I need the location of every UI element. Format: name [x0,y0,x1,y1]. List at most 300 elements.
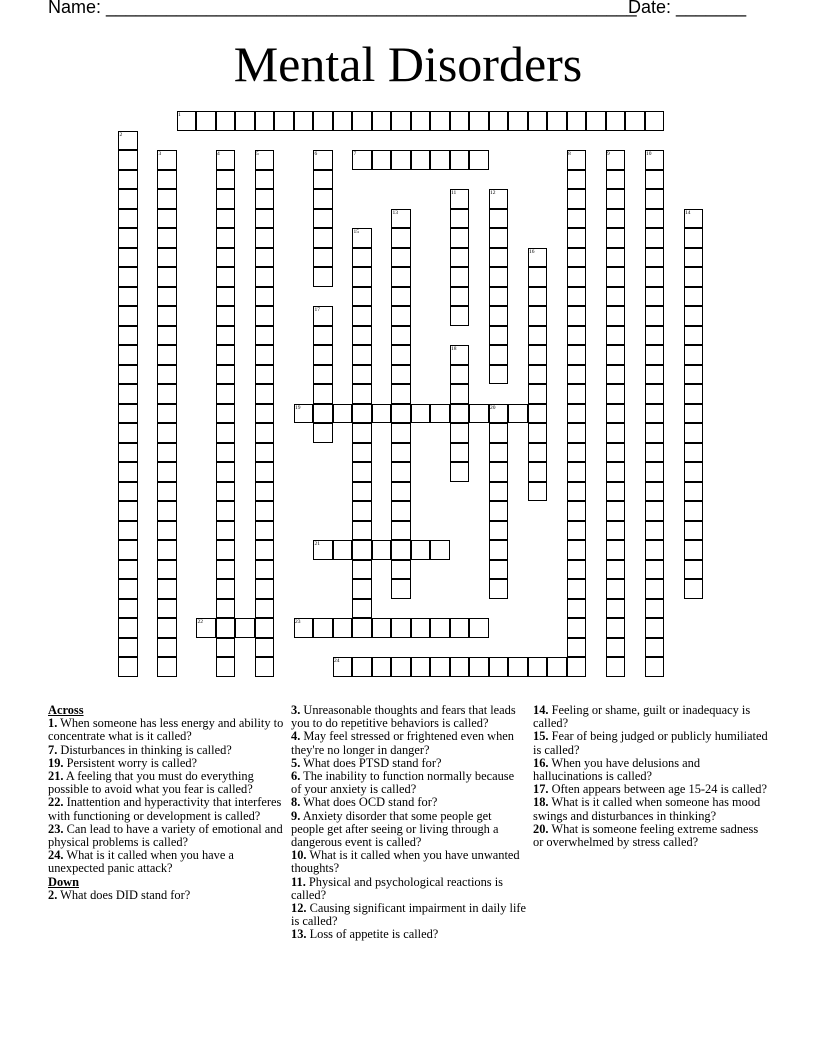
crossword-cell[interactable] [489,423,509,443]
crossword-cell[interactable] [255,345,275,365]
crossword-cell[interactable] [157,228,177,248]
crossword-cell[interactable] [118,404,138,424]
crossword-cell[interactable] [684,404,704,424]
crossword-cell[interactable] [684,267,704,287]
crossword-cell[interactable] [508,404,528,424]
crossword-cell[interactable] [645,423,665,443]
crossword-cell[interactable] [235,618,255,638]
crossword-cell[interactable] [645,170,665,190]
crossword-cell[interactable] [528,287,548,307]
crossword-cell[interactable] [255,404,275,424]
crossword-cell[interactable] [450,404,470,424]
crossword-cell[interactable] [508,657,528,677]
crossword-cell[interactable] [684,540,704,560]
crossword-cell[interactable] [684,579,704,599]
crossword-cell[interactable] [684,228,704,248]
crossword-cell[interactable] [255,618,275,638]
crossword-cell[interactable] [489,579,509,599]
crossword-cell[interactable] [645,657,665,677]
crossword-cell[interactable] [372,540,392,560]
crossword-cell[interactable] [645,638,665,658]
crossword-cell[interactable] [567,462,587,482]
crossword-cell[interactable] [450,657,470,677]
crossword-cell[interactable] [684,501,704,521]
crossword-cell[interactable] [684,443,704,463]
crossword-cell[interactable] [118,326,138,346]
crossword-cell[interactable] [313,365,333,385]
crossword-cell[interactable] [391,501,411,521]
crossword-cell[interactable] [118,209,138,229]
crossword-cell[interactable] [235,111,255,131]
crossword-cell[interactable] [684,482,704,502]
crossword-cell[interactable] [352,287,372,307]
crossword-cell[interactable] [255,560,275,580]
crossword-cell[interactable] [606,579,626,599]
crossword-cell[interactable] [528,345,548,365]
crossword-cell[interactable] [157,638,177,658]
crossword-cell[interactable] [255,501,275,521]
crossword-cell[interactable] [157,384,177,404]
crossword-cell[interactable] [489,267,509,287]
crossword-cell[interactable] [606,443,626,463]
crossword-cell[interactable] [567,111,587,131]
crossword-cell[interactable] [118,579,138,599]
crossword-cell[interactable] [567,521,587,541]
crossword-cell[interactable] [567,287,587,307]
crossword-cell[interactable] [118,170,138,190]
crossword-cell[interactable] [645,404,665,424]
crossword-cell[interactable] [333,404,353,424]
crossword-cell[interactable] [645,501,665,521]
crossword-cell[interactable] [118,618,138,638]
crossword-cell[interactable] [606,404,626,424]
crossword-cell[interactable] [528,326,548,346]
crossword-cell[interactable] [157,189,177,209]
crossword-cell[interactable] [391,228,411,248]
crossword-cell[interactable] [528,306,548,326]
crossword-cell[interactable] [567,501,587,521]
crossword-cell[interactable] [157,170,177,190]
crossword-cell[interactable] [255,579,275,599]
crossword-cell[interactable] [567,248,587,268]
crossword-cell[interactable] [255,443,275,463]
crossword-cell[interactable] [430,540,450,560]
crossword-cell[interactable] [391,540,411,560]
crossword-cell[interactable] [391,462,411,482]
crossword-cell[interactable] [430,618,450,638]
crossword-cell[interactable] [606,365,626,385]
crossword-cell[interactable] [255,638,275,658]
crossword-cell[interactable] [411,404,431,424]
crossword-cell[interactable] [118,462,138,482]
crossword-cell[interactable] [157,423,177,443]
crossword-cell[interactable] [567,404,587,424]
crossword-cell[interactable] [118,423,138,443]
crossword-cell[interactable] [372,111,392,131]
crossword-cell[interactable] [352,404,372,424]
crossword-cell[interactable] [157,482,177,502]
crossword-cell[interactable] [255,170,275,190]
crossword-cell[interactable] [567,579,587,599]
crossword-cell[interactable] [567,306,587,326]
crossword-cell[interactable] [489,657,509,677]
crossword-cell[interactable] [684,384,704,404]
crossword-cell[interactable] [391,248,411,268]
crossword-cell[interactable] [606,326,626,346]
crossword-cell[interactable] [547,657,567,677]
crossword-cell[interactable] [118,365,138,385]
crossword-cell[interactable] [606,521,626,541]
crossword-cell[interactable] [391,111,411,131]
crossword-cell[interactable] [157,287,177,307]
crossword-cell[interactable] [352,462,372,482]
crossword-cell[interactable] [528,365,548,385]
crossword-cell[interactable] [255,267,275,287]
crossword-cell[interactable] [606,248,626,268]
crossword-cell[interactable] [645,618,665,638]
crossword-cell[interactable] [391,345,411,365]
crossword-cell[interactable] [567,540,587,560]
crossword-cell[interactable] [489,365,509,385]
crossword-cell[interactable] [645,345,665,365]
crossword-cell[interactable] [489,482,509,502]
crossword-cell[interactable] [450,443,470,463]
crossword-cell[interactable] [528,443,548,463]
crossword-cell[interactable] [352,345,372,365]
crossword-cell[interactable] [391,482,411,502]
crossword-cell[interactable] [255,248,275,268]
crossword-cell[interactable] [391,306,411,326]
crossword-cell[interactable] [216,462,236,482]
crossword-cell[interactable] [216,189,236,209]
crossword-cell[interactable] [450,248,470,268]
crossword-cell[interactable] [489,443,509,463]
crossword-cell[interactable] [216,345,236,365]
crossword-cell[interactable] [118,560,138,580]
crossword-cell[interactable] [489,501,509,521]
crossword-cell[interactable] [645,189,665,209]
crossword-cell[interactable] [157,443,177,463]
crossword-cell[interactable] [567,326,587,346]
crossword-cell[interactable] [216,579,236,599]
crossword-cell[interactable] [450,306,470,326]
crossword-cell[interactable] [528,384,548,404]
crossword-cell[interactable] [255,111,275,131]
crossword-cell[interactable] [606,423,626,443]
crossword-cell[interactable] [352,579,372,599]
crossword-cell[interactable] [606,170,626,190]
crossword-cell[interactable] [567,618,587,638]
crossword-cell[interactable] [489,521,509,541]
crossword-cell[interactable] [313,404,333,424]
crossword-cell[interactable] [567,638,587,658]
crossword-cell[interactable] [216,287,236,307]
crossword-cell[interactable] [333,111,353,131]
crossword-cell[interactable] [216,404,236,424]
crossword-cell[interactable] [489,462,509,482]
crossword-cell[interactable] [489,287,509,307]
crossword-cell[interactable] [118,189,138,209]
crossword-cell[interactable] [313,326,333,346]
crossword-cell[interactable] [372,618,392,638]
crossword-cell[interactable] [352,521,372,541]
crossword-cell[interactable] [450,267,470,287]
crossword-cell[interactable] [255,599,275,619]
crossword-cell[interactable] [216,657,236,677]
crossword-cell[interactable] [606,482,626,502]
crossword-cell[interactable] [606,228,626,248]
crossword-cell[interactable] [313,345,333,365]
crossword-cell[interactable] [567,267,587,287]
crossword-cell[interactable] [352,501,372,521]
crossword-cell[interactable] [684,462,704,482]
crossword-cell[interactable] [352,306,372,326]
crossword-cell[interactable] [567,228,587,248]
crossword-cell[interactable] [391,287,411,307]
crossword-cell[interactable] [606,501,626,521]
crossword-cell[interactable] [684,560,704,580]
crossword-cell[interactable] [118,638,138,658]
crossword-cell[interactable] [157,540,177,560]
crossword-cell[interactable] [216,501,236,521]
crossword-cell[interactable] [606,111,626,131]
crossword-cell[interactable] [528,111,548,131]
crossword-cell[interactable] [645,287,665,307]
crossword-cell[interactable] [255,482,275,502]
crossword-cell[interactable] [645,579,665,599]
crossword-cell[interactable] [450,423,470,443]
crossword-cell[interactable] [255,287,275,307]
crossword-cell[interactable] [450,462,470,482]
crossword-cell[interactable] [489,326,509,346]
crossword-cell[interactable] [157,306,177,326]
crossword-cell[interactable] [294,111,314,131]
crossword-cell[interactable] [528,404,548,424]
crossword-cell[interactable] [684,423,704,443]
crossword-cell[interactable] [567,560,587,580]
crossword-cell[interactable] [430,150,450,170]
crossword-cell[interactable] [606,267,626,287]
crossword-cell[interactable] [469,657,489,677]
crossword-cell[interactable] [196,111,216,131]
crossword-cell[interactable] [606,287,626,307]
crossword-cell[interactable] [391,267,411,287]
crossword-cell[interactable] [352,365,372,385]
crossword-cell[interactable] [118,228,138,248]
crossword-cell[interactable] [606,384,626,404]
crossword-cell[interactable] [352,618,372,638]
crossword-cell[interactable] [313,267,333,287]
crossword-cell[interactable] [216,248,236,268]
crossword-cell[interactable] [489,228,509,248]
crossword-cell[interactable] [255,228,275,248]
crossword-cell[interactable] [450,365,470,385]
crossword-cell[interactable] [606,462,626,482]
crossword-cell[interactable] [528,462,548,482]
crossword-cell[interactable] [118,482,138,502]
crossword-cell[interactable] [606,618,626,638]
crossword-cell[interactable] [352,482,372,502]
crossword-cell[interactable] [118,521,138,541]
crossword-cell[interactable] [352,443,372,463]
crossword-cell[interactable] [606,540,626,560]
crossword-cell[interactable] [372,657,392,677]
crossword-cell[interactable] [684,326,704,346]
crossword-cell[interactable] [684,345,704,365]
crossword-cell[interactable] [567,189,587,209]
crossword-cell[interactable] [216,638,236,658]
crossword-cell[interactable] [157,209,177,229]
crossword-cell[interactable] [216,267,236,287]
crossword-cell[interactable] [255,189,275,209]
crossword-cell[interactable] [391,560,411,580]
crossword-cell[interactable] [118,599,138,619]
crossword-cell[interactable] [411,111,431,131]
crossword-cell[interactable] [645,365,665,385]
crossword-cell[interactable] [391,618,411,638]
crossword-cell[interactable] [489,345,509,365]
crossword-cell[interactable] [684,248,704,268]
crossword-cell[interactable] [684,521,704,541]
crossword-cell[interactable] [157,657,177,677]
crossword-cell[interactable] [216,306,236,326]
crossword-cell[interactable] [118,306,138,326]
crossword-cell[interactable] [352,423,372,443]
crossword-cell[interactable] [606,306,626,326]
crossword-cell[interactable] [489,306,509,326]
crossword-cell[interactable] [645,540,665,560]
crossword-cell[interactable] [586,111,606,131]
crossword-cell[interactable] [645,248,665,268]
crossword-cell[interactable] [255,657,275,677]
crossword-cell[interactable] [430,404,450,424]
crossword-cell[interactable] [684,287,704,307]
crossword-cell[interactable] [255,326,275,346]
crossword-cell[interactable] [411,618,431,638]
crossword-cell[interactable] [274,111,294,131]
crossword-cell[interactable] [430,657,450,677]
crossword-cell[interactable] [391,404,411,424]
crossword-cell[interactable] [391,521,411,541]
crossword-cell[interactable] [606,189,626,209]
crossword-cell[interactable] [450,618,470,638]
crossword-cell[interactable] [606,657,626,677]
crossword-cell[interactable] [645,326,665,346]
crossword-cell[interactable] [567,345,587,365]
crossword-cell[interactable] [391,326,411,346]
crossword-cell[interactable] [391,423,411,443]
crossword-cell[interactable] [450,384,470,404]
crossword-cell[interactable] [118,287,138,307]
crossword-cell[interactable] [567,170,587,190]
crossword-cell[interactable] [255,306,275,326]
crossword-cell[interactable] [255,423,275,443]
crossword-cell[interactable] [411,150,431,170]
crossword-cell[interactable] [352,384,372,404]
crossword-cell[interactable] [118,267,138,287]
crossword-cell[interactable] [411,657,431,677]
crossword-cell[interactable] [352,111,372,131]
crossword-cell[interactable] [157,501,177,521]
crossword-cell[interactable] [469,150,489,170]
crossword-cell[interactable] [118,248,138,268]
crossword-cell[interactable] [333,618,353,638]
crossword-cell[interactable] [391,579,411,599]
crossword-cell[interactable] [372,404,392,424]
crossword-cell[interactable] [625,111,645,131]
crossword-cell[interactable] [157,462,177,482]
crossword-cell[interactable] [352,657,372,677]
crossword-cell[interactable] [118,540,138,560]
crossword-cell[interactable] [391,150,411,170]
crossword-cell[interactable] [645,111,665,131]
crossword-cell[interactable] [469,404,489,424]
crossword-cell[interactable] [469,618,489,638]
crossword-cell[interactable] [352,560,372,580]
crossword-cell[interactable] [216,384,236,404]
crossword-cell[interactable] [391,443,411,463]
crossword-cell[interactable] [645,462,665,482]
crossword-cell[interactable] [489,248,509,268]
crossword-cell[interactable] [567,384,587,404]
crossword-cell[interactable] [489,209,509,229]
crossword-cell[interactable] [567,599,587,619]
crossword-cell[interactable] [567,365,587,385]
crossword-cell[interactable] [352,248,372,268]
crossword-cell[interactable] [528,657,548,677]
crossword-cell[interactable] [450,228,470,248]
crossword-cell[interactable] [450,287,470,307]
crossword-cell[interactable] [528,482,548,502]
crossword-cell[interactable] [157,267,177,287]
crossword-cell[interactable] [645,209,665,229]
crossword-cell[interactable] [606,599,626,619]
crossword-cell[interactable] [157,404,177,424]
crossword-cell[interactable] [352,599,372,619]
crossword-cell[interactable] [567,443,587,463]
crossword-cell[interactable] [216,228,236,248]
crossword-cell[interactable] [216,111,236,131]
crossword-cell[interactable] [216,618,236,638]
crossword-cell[interactable] [216,365,236,385]
crossword-cell[interactable] [645,521,665,541]
crossword-cell[interactable] [430,111,450,131]
crossword-cell[interactable] [216,423,236,443]
crossword-cell[interactable] [313,248,333,268]
crossword-cell[interactable] [216,209,236,229]
crossword-cell[interactable] [157,345,177,365]
crossword-cell[interactable] [645,599,665,619]
crossword-cell[interactable] [157,365,177,385]
crossword-cell[interactable] [313,170,333,190]
crossword-cell[interactable] [216,482,236,502]
crossword-cell[interactable] [216,560,236,580]
crossword-cell[interactable] [606,345,626,365]
crossword-cell[interactable] [216,326,236,346]
crossword-cell[interactable] [450,111,470,131]
crossword-cell[interactable] [118,384,138,404]
crossword-cell[interactable] [528,267,548,287]
crossword-cell[interactable] [684,306,704,326]
crossword-cell[interactable] [684,365,704,385]
crossword-cell[interactable] [645,267,665,287]
crossword-cell[interactable] [391,384,411,404]
crossword-cell[interactable] [216,599,236,619]
crossword-cell[interactable] [313,209,333,229]
crossword-cell[interactable] [508,111,528,131]
crossword-cell[interactable] [352,540,372,560]
crossword-cell[interactable] [606,638,626,658]
